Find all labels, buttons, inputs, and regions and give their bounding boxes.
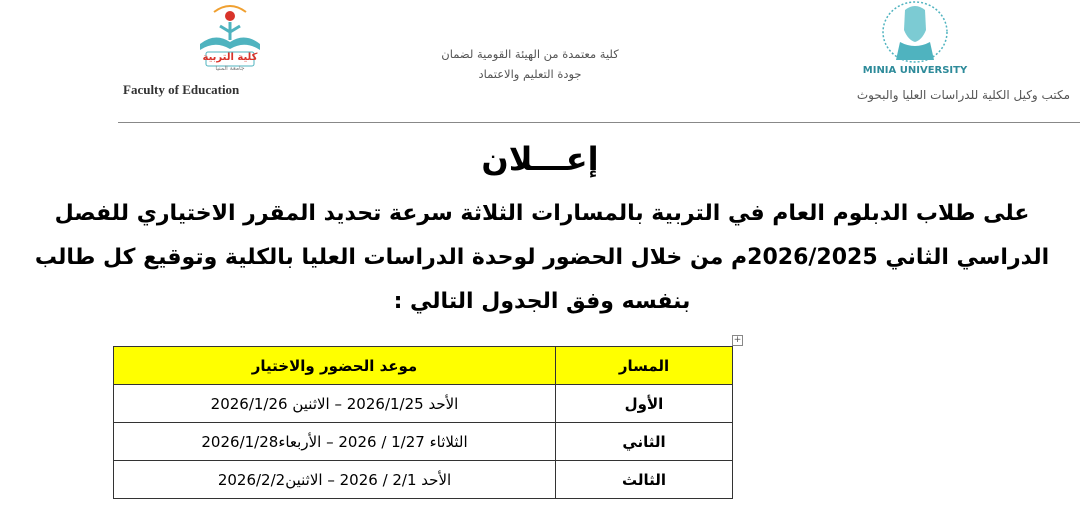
accreditation-line-2: جودة التعليم والاعتماد — [478, 67, 582, 81]
accreditation-line-1: كلية معتمدة من الهيئة القومية لضمان — [441, 47, 619, 61]
header-track: المسار — [556, 347, 733, 385]
table-row — [114, 423, 733, 461]
track-cell: الثالث — [556, 461, 733, 499]
table-header-row — [114, 347, 733, 385]
date-cell: الأحد 2026/1/25 – الاثنين 2026/1/26 — [114, 385, 556, 423]
track-cell: الأول — [556, 385, 733, 423]
announcement-body: على طلاب الدبلوم العام في التربية بالمسارات الثلاثة سرعة تحديد المقرر الاختياري للفصل الدراسي الثاني 2026/2025م من خلال الحضور لوحدة الدراسات العليا بالكلية وتوقيع كل طالب بنفسه وفق الجدول التالي : — [34, 201, 1050, 314]
date-cell: الأحد 2/1 / 2026 – الاثنين2026/2/2 — [114, 461, 556, 499]
header-divider — [118, 122, 1080, 123]
table-row — [114, 461, 733, 499]
table-row — [114, 385, 733, 423]
faculty-name-english: Faculty of Education — [123, 82, 240, 97]
header-date: موعد الحضور والاختيار — [114, 347, 556, 385]
date-cell: الثلاثاء 1/27 / 2026 – الأربعاء2026/1/28 — [114, 423, 556, 461]
logo-text: كلية التربية — [202, 52, 258, 63]
table-move-handle[interactable]: + — [733, 335, 742, 345]
track-cell: الثاني — [556, 423, 733, 461]
announcement-title: إعـــلان — [481, 140, 599, 178]
logo-subtext: جامعة المنيا — [215, 65, 245, 72]
university-name: MINIA UNIVERSITY — [862, 65, 968, 76]
schedule-table — [113, 346, 733, 499]
accreditation-statement — [380, 44, 680, 84]
office-title: مكتب وكيل الكلية للدراسات العليا والبحوث — [856, 88, 1070, 102]
